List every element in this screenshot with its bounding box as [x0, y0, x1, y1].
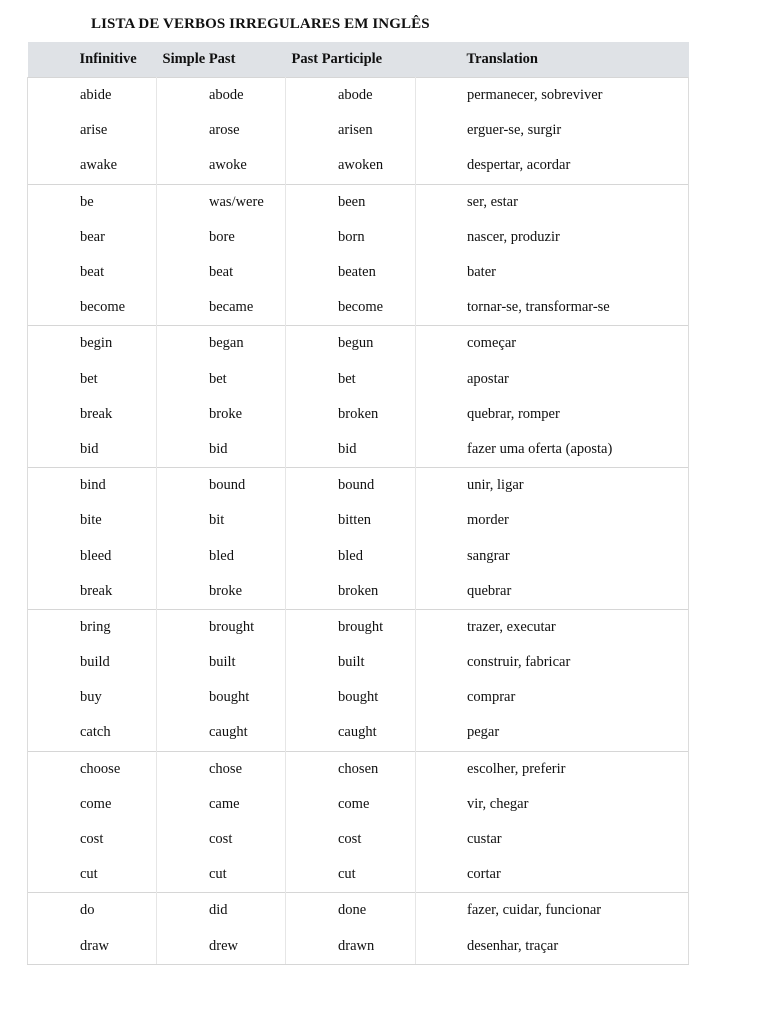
cell-translation: cortar — [416, 857, 689, 893]
cell-past-participle: born — [286, 220, 416, 255]
cell-translation: apostar — [416, 362, 689, 397]
table-row — [28, 538, 689, 573]
cell-simple-past: was/were — [157, 184, 286, 220]
cell-simple-past: built — [157, 645, 286, 680]
table-row — [28, 113, 689, 148]
cell-infinitive: abide — [28, 78, 157, 114]
cell-past-participle: drawn — [286, 929, 416, 965]
table-body — [28, 78, 689, 965]
cell-past-participle: bought — [286, 680, 416, 715]
cell-simple-past: cut — [157, 857, 286, 893]
cell-simple-past: brought — [157, 609, 286, 645]
cell-simple-past: became — [157, 290, 286, 326]
table-row — [28, 645, 689, 680]
cell-translation: quebrar — [416, 574, 689, 610]
cell-simple-past: broke — [157, 574, 286, 610]
cell-translation: desenhar, traçar — [416, 929, 689, 965]
cell-past-participle: become — [286, 290, 416, 326]
table-row — [28, 326, 689, 362]
table-row — [28, 787, 689, 822]
cell-translation: permanecer, sobreviver — [416, 78, 689, 114]
cell-infinitive: bite — [28, 503, 157, 538]
table-row — [28, 78, 689, 114]
cell-simple-past: came — [157, 787, 286, 822]
table-row — [28, 751, 689, 787]
cell-infinitive: beat — [28, 255, 157, 290]
cell-translation: pegar — [416, 715, 689, 751]
cell-infinitive: buy — [28, 680, 157, 715]
cell-simple-past: bound — [157, 468, 286, 504]
cell-infinitive: come — [28, 787, 157, 822]
cell-translation: quebrar, romper — [416, 397, 689, 432]
table-row — [28, 680, 689, 715]
cell-simple-past: bled — [157, 538, 286, 573]
cell-infinitive: catch — [28, 715, 157, 751]
table-row — [28, 503, 689, 538]
cell-infinitive: bring — [28, 609, 157, 645]
cell-translation: unir, ligar — [416, 468, 689, 504]
cell-infinitive: draw — [28, 929, 157, 965]
table-row — [28, 893, 689, 929]
cell-simple-past: drew — [157, 929, 286, 965]
cell-simple-past: caught — [157, 715, 286, 751]
cell-simple-past: began — [157, 326, 286, 362]
cell-translation: vir, chegar — [416, 787, 689, 822]
cell-simple-past: bid — [157, 432, 286, 468]
cell-infinitive: choose — [28, 751, 157, 787]
cell-simple-past: broke — [157, 397, 286, 432]
cell-translation: fazer, cuidar, funcionar — [416, 893, 689, 929]
document-title: LISTA DE VERBOS IRREGULARES EM INGLÊS — [91, 16, 430, 32]
cell-past-participle: awoken — [286, 148, 416, 184]
cell-past-participle: abode — [286, 78, 416, 114]
cell-past-participle: bid — [286, 432, 416, 468]
cell-translation: construir, fabricar — [416, 645, 689, 680]
cell-infinitive: bind — [28, 468, 157, 504]
cell-translation: começar — [416, 326, 689, 362]
cell-past-participle: caught — [286, 715, 416, 751]
cell-simple-past: chose — [157, 751, 286, 787]
table-row — [28, 822, 689, 857]
cell-infinitive: build — [28, 645, 157, 680]
cell-translation: nascer, produzir — [416, 220, 689, 255]
cell-past-participle: broken — [286, 574, 416, 610]
cell-infinitive: bid — [28, 432, 157, 468]
cell-simple-past: bore — [157, 220, 286, 255]
table-row — [28, 609, 689, 645]
cell-past-participle: beaten — [286, 255, 416, 290]
cell-simple-past: cost — [157, 822, 286, 857]
cell-past-participle: cut — [286, 857, 416, 893]
cell-past-participle: brought — [286, 609, 416, 645]
cell-translation: trazer, executar — [416, 609, 689, 645]
cell-past-participle: done — [286, 893, 416, 929]
table-row — [28, 397, 689, 432]
cell-translation: morder — [416, 503, 689, 538]
cell-infinitive: bear — [28, 220, 157, 255]
cell-infinitive: do — [28, 893, 157, 929]
cell-infinitive: begin — [28, 326, 157, 362]
cell-translation: bater — [416, 255, 689, 290]
cell-infinitive: bleed — [28, 538, 157, 573]
table-row — [28, 929, 689, 965]
cell-translation: ser, estar — [416, 184, 689, 220]
table-row — [28, 148, 689, 184]
header-infinitive: Infinitive — [28, 42, 157, 78]
header-simple-past: Simple Past — [157, 42, 286, 78]
cell-past-participle: arisen — [286, 113, 416, 148]
table-row — [28, 432, 689, 468]
header-row — [28, 42, 689, 78]
table-row — [28, 184, 689, 220]
cell-simple-past: bet — [157, 362, 286, 397]
cell-simple-past: beat — [157, 255, 286, 290]
cell-translation: despertar, acordar — [416, 148, 689, 184]
cell-infinitive: cost — [28, 822, 157, 857]
cell-translation: comprar — [416, 680, 689, 715]
cell-past-participle: cost — [286, 822, 416, 857]
cell-infinitive: bet — [28, 362, 157, 397]
table-row — [28, 255, 689, 290]
cell-simple-past: arose — [157, 113, 286, 148]
cell-translation: fazer uma oferta (aposta) — [416, 432, 689, 468]
cell-past-participle: bitten — [286, 503, 416, 538]
cell-simple-past: abode — [157, 78, 286, 114]
cell-infinitive: break — [28, 397, 157, 432]
cell-infinitive: awake — [28, 148, 157, 184]
cell-translation: escolher, preferir — [416, 751, 689, 787]
cell-translation: sangrar — [416, 538, 689, 573]
header-past-participle: Past Participle — [286, 42, 416, 78]
cell-simple-past: bought — [157, 680, 286, 715]
cell-past-participle: bled — [286, 538, 416, 573]
cell-past-participle: chosen — [286, 751, 416, 787]
cell-infinitive: break — [28, 574, 157, 610]
cell-past-participle: come — [286, 787, 416, 822]
table-row — [28, 574, 689, 610]
cell-simple-past: did — [157, 893, 286, 929]
cell-simple-past: awoke — [157, 148, 286, 184]
cell-infinitive: cut — [28, 857, 157, 893]
cell-past-participle: bet — [286, 362, 416, 397]
cell-past-participle: broken — [286, 397, 416, 432]
cell-infinitive: become — [28, 290, 157, 326]
table-row — [28, 220, 689, 255]
cell-simple-past: bit — [157, 503, 286, 538]
cell-translation: erguer-se, surgir — [416, 113, 689, 148]
table-row — [28, 468, 689, 504]
header-translation: Translation — [416, 42, 689, 78]
table-row — [28, 362, 689, 397]
cell-translation: custar — [416, 822, 689, 857]
cell-infinitive: be — [28, 184, 157, 220]
irregular-verbs-table — [27, 42, 689, 965]
cell-past-participle: begun — [286, 326, 416, 362]
table-row — [28, 290, 689, 326]
cell-infinitive: arise — [28, 113, 157, 148]
table-row — [28, 857, 689, 893]
table-row — [28, 715, 689, 751]
cell-translation: tornar-se, transformar-se — [416, 290, 689, 326]
cell-past-participle: been — [286, 184, 416, 220]
table-header — [28, 42, 689, 78]
cell-past-participle: bound — [286, 468, 416, 504]
cell-past-participle: built — [286, 645, 416, 680]
